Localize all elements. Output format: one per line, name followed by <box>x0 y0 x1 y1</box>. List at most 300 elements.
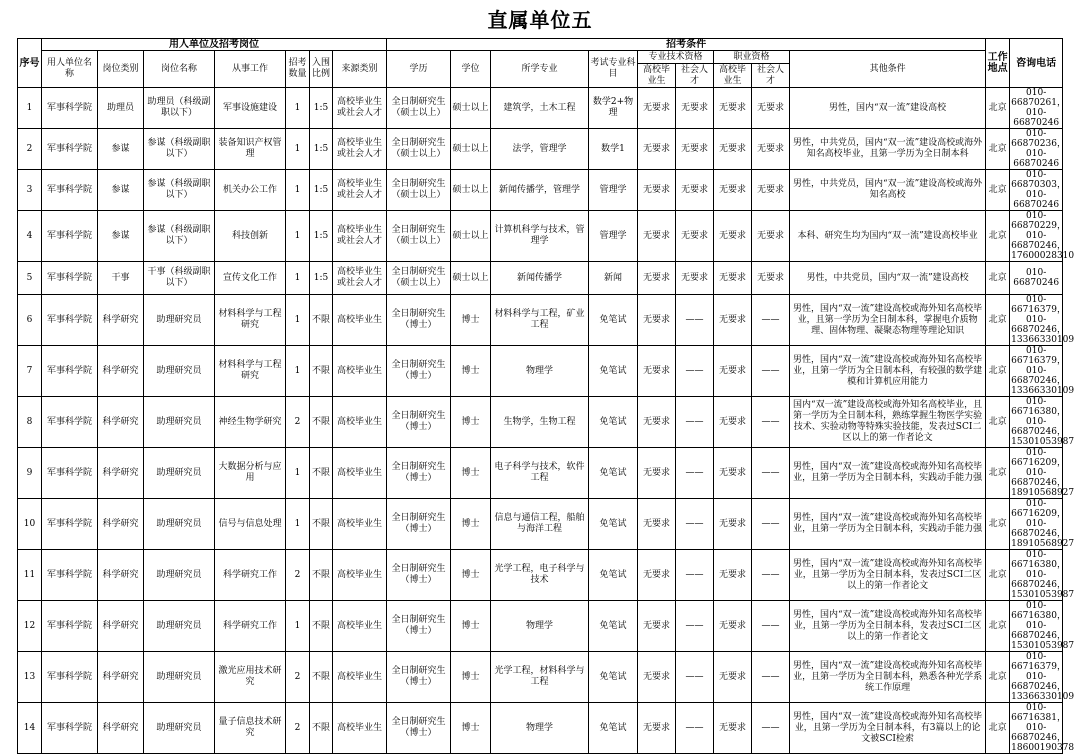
work-cell: 信号与信息处理 <box>215 499 286 550</box>
unit-cell: 军事科学院 <box>42 550 98 601</box>
phone-cell: 010-66716209，010-66870246，18910568927 <box>1011 448 1075 498</box>
post-name-cell: 助理研究员 <box>144 397 215 448</box>
exam-cell: 免笔试 <box>589 346 638 397</box>
unit-cell: 军事科学院 <box>42 448 98 499</box>
phone-cell: 010-66870236，010-66870246 <box>1011 129 1066 169</box>
post-name-cell: 助理研究员 <box>144 601 215 652</box>
vc-grad-cell: 无要求 <box>714 652 752 703</box>
education-cell: 全日制研究生（硕士以上） <box>387 170 451 211</box>
location-cell: 北京 <box>986 88 1010 129</box>
ratio-cell: 不限 <box>310 703 333 754</box>
degree-cell: 硕士以上 <box>451 88 491 129</box>
count-cell: 1 <box>286 129 310 170</box>
vc-grad-cell: 无要求 <box>714 170 752 211</box>
post-name-cell: 干事（科级副职以下） <box>144 262 215 295</box>
unit-cell: 军事科学院 <box>42 499 98 550</box>
vc-grad-cell: 无要求 <box>714 211 752 262</box>
post-type-cell: 科学研究 <box>98 550 144 601</box>
seq-cell: 12 <box>18 601 42 652</box>
phone-cell: 010-66716380，010-66870246，15301053987 <box>1011 601 1075 651</box>
source-cell: 高校毕业生 <box>333 550 387 601</box>
ratio-cell: 不限 <box>310 652 333 703</box>
ratio-cell: 不限 <box>310 550 333 601</box>
table-row <box>18 448 1063 499</box>
pt-grad-cell: 无要求 <box>638 88 676 129</box>
unit-cell: 军事科学院 <box>42 346 98 397</box>
major-cell: 物理学 <box>491 601 589 652</box>
seq-cell: 9 <box>18 448 42 499</box>
table-row <box>18 601 1063 652</box>
source-cell: 高校毕业生 <box>333 499 387 550</box>
education-cell: 全日制研究生（硕士以上） <box>387 88 451 129</box>
post-name-cell: 助理研究员 <box>144 499 215 550</box>
count-cell: 1 <box>286 170 310 211</box>
header-work: 从事工作 <box>215 51 286 88</box>
exam-cell: 免笔试 <box>589 601 638 652</box>
source-cell: 高校毕业生 <box>333 397 387 448</box>
post-name-cell: 助理研究员 <box>144 550 215 601</box>
degree-cell: 博士 <box>451 448 491 499</box>
vc-social-cell: —— <box>752 652 790 703</box>
vc-grad-cell: 无要求 <box>714 397 752 448</box>
vc-grad-cell: 无要求 <box>714 262 752 295</box>
post-type-cell: 科学研究 <box>98 448 144 499</box>
degree-cell: 硕士以上 <box>451 129 491 170</box>
ratio-cell: 1:5 <box>310 211 333 262</box>
education-cell: 全日制研究生（硕士以上） <box>387 211 451 262</box>
exam-cell: 免笔试 <box>589 448 638 499</box>
degree-cell: 博士 <box>451 550 491 601</box>
location-cell: 北京 <box>986 550 1010 601</box>
phone-cell: 010-66716209，010-66870246，18910568927 <box>1011 499 1075 549</box>
ratio-cell: 不限 <box>310 295 333 346</box>
post-type-cell: 助理员 <box>98 88 144 129</box>
exam-cell: 新闻 <box>589 262 638 295</box>
vc-social-cell: —— <box>752 295 790 346</box>
vc-grad-cell: 无要求 <box>714 550 752 601</box>
unit-cell: 军事科学院 <box>42 601 98 652</box>
location-cell: 北京 <box>986 129 1010 170</box>
exam-cell: 免笔试 <box>589 295 638 346</box>
exam-cell: 免笔试 <box>589 652 638 703</box>
table-row <box>18 129 1063 170</box>
phone-cell: 010-66716380，010-66870246，15301053987 <box>1011 550 1075 600</box>
phone-cell: 010-66716379，010-66870246，13366330109 <box>1011 295 1075 345</box>
location-cell: 北京 <box>986 262 1010 295</box>
exam-cell: 管理学 <box>589 211 638 262</box>
pt-grad-cell: 无要求 <box>638 397 676 448</box>
header-vc-social: 社会人才 <box>752 64 790 88</box>
pt-grad-cell: 无要求 <box>638 652 676 703</box>
count-cell: 1 <box>286 448 310 499</box>
work-cell: 激光应用技术研究 <box>215 652 286 703</box>
other-cell: 男性，国内“双一流”建设高校或海外知名高校毕业，且第一学历为全日制本科，有较强的数学建模和计算机应用能力 <box>790 346 986 397</box>
pt-social-cell: —— <box>676 448 714 499</box>
major-cell: 物理学 <box>491 703 589 754</box>
post-name-cell: 参谋（科级副职以下） <box>144 211 215 262</box>
exam-cell: 免笔试 <box>589 550 638 601</box>
pt-social-cell: —— <box>676 397 714 448</box>
post-name-cell: 助理员（科级副职以下） <box>144 88 215 129</box>
work-cell: 机关办公工作 <box>215 170 286 211</box>
vc-grad-cell: 无要求 <box>714 703 752 754</box>
phone-cell: 010-66870246 <box>1010 262 1063 295</box>
seq-cell: 3 <box>18 170 42 211</box>
count-cell: 1 <box>286 295 310 346</box>
table-row <box>18 703 1063 754</box>
vc-social-cell: —— <box>752 550 790 601</box>
exam-cell: 免笔试 <box>589 397 638 448</box>
table-row <box>18 499 1063 550</box>
education-cell: 全日制研究生（博士） <box>387 652 451 703</box>
table-row <box>18 346 1063 397</box>
post-type-cell: 科学研究 <box>98 295 144 346</box>
education-cell: 全日制研究生（博士） <box>387 703 451 754</box>
table-body <box>18 88 1075 754</box>
table-row <box>18 211 1063 262</box>
phone-cell: 010-66716379，010-66870246，13366330109 <box>1011 346 1075 396</box>
unit-cell: 军事科学院 <box>42 211 98 262</box>
major-cell: 电子科学与技术，软件工程 <box>491 448 589 499</box>
ratio-cell: 不限 <box>310 397 333 448</box>
education-cell: 全日制研究生（博士） <box>387 550 451 601</box>
count-cell: 2 <box>286 703 310 754</box>
vc-social-cell: 无要求 <box>752 88 790 129</box>
vc-social-cell: 无要求 <box>752 262 790 295</box>
pt-social-cell: 无要求 <box>676 170 714 211</box>
seq-cell: 13 <box>18 652 42 703</box>
major-cell: 光学工程，材料科学与工程 <box>491 652 589 703</box>
vc-grad-cell: 无要求 <box>714 499 752 550</box>
location-cell: 北京 <box>986 652 1010 703</box>
ratio-cell: 1:5 <box>310 262 333 295</box>
work-cell: 军事设施建设 <box>215 88 286 129</box>
major-cell: 法学，管理学 <box>491 129 589 170</box>
table-row <box>18 262 1063 295</box>
seq-cell: 14 <box>18 703 42 754</box>
source-cell: 高校毕业生或社会人才 <box>333 211 387 262</box>
ratio-cell: 不限 <box>310 346 333 397</box>
ratio-cell: 不限 <box>310 499 333 550</box>
degree-cell: 博士 <box>451 346 491 397</box>
pt-grad-cell: 无要求 <box>638 211 676 262</box>
education-cell: 全日制研究生（硕士以上） <box>387 262 451 295</box>
pt-grad-cell: 无要求 <box>638 499 676 550</box>
other-cell: 国内“双一流”建设高校或海外知名高校毕业，且第一学历为全日制本科，熟练掌握生物医学实验技术、实验动物等特殊实验技能，发表过SCI二区以上的第一作者论文 <box>790 397 986 448</box>
work-cell: 大数据分析与应用 <box>215 448 286 499</box>
phone-cell: 010-66870229，010-66870246，17600028310 <box>1011 211 1075 261</box>
location-cell: 北京 <box>986 170 1010 211</box>
education-cell: 全日制研究生（博士） <box>387 601 451 652</box>
major-cell: 新闻传播学，管理学 <box>491 170 589 211</box>
post-type-cell: 科学研究 <box>98 601 144 652</box>
other-cell: 男性，国内“双一流”建设高校或海外知名高校毕业，且第一学历为全日制本科，实践动手能力强 <box>790 448 986 499</box>
vc-social-cell: —— <box>752 397 790 448</box>
education-cell: 全日制研究生（博士） <box>387 499 451 550</box>
location-cell: 北京 <box>986 295 1010 346</box>
degree-cell: 硕士以上 <box>451 211 491 262</box>
phone-cell: 010-66716379，010-66870246，13366330109 <box>1011 652 1075 702</box>
post-name-cell: 助理研究员 <box>144 652 215 703</box>
other-cell: 男性，国内“双一流”建设高校或海外知名高校毕业，且第一学历为全日制本科，有3篇以上的论文被SCI检索 <box>790 703 986 754</box>
pt-grad-cell: 无要求 <box>638 550 676 601</box>
work-cell: 装备知识产权管理 <box>215 129 286 170</box>
pt-social-cell: 无要求 <box>676 88 714 129</box>
ratio-cell: 不限 <box>310 601 333 652</box>
header-prof-tech: 专业技术资格 <box>638 51 714 64</box>
vc-grad-cell: 无要求 <box>714 346 752 397</box>
post-name-cell: 助理研究员 <box>144 295 215 346</box>
vc-grad-cell: 无要求 <box>714 88 752 129</box>
other-cell: 男性，国内“双一流”建设高校或海外知名高校毕业，且第一学历为全日制本科，熟悉各种光学系统工作原理 <box>790 652 986 703</box>
work-cell: 材料科学与工程研究 <box>215 295 286 346</box>
vc-grad-cell: 无要求 <box>714 448 752 499</box>
education-cell: 全日制研究生（博士） <box>387 397 451 448</box>
other-cell: 男性，国内“双一流”建设高校或海外知名高校毕业，且第一学历为全日制本科，掌握电介质物理、固体物理、凝聚态物理等理论知识 <box>790 295 986 346</box>
pt-grad-cell: 无要求 <box>638 295 676 346</box>
major-cell: 建筑学，土木工程 <box>491 88 589 129</box>
vc-social-cell: —— <box>752 346 790 397</box>
header-phone: 咨询电话 <box>1010 39 1063 88</box>
education-cell: 全日制研究生（博士） <box>387 295 451 346</box>
pt-grad-cell: 无要求 <box>638 703 676 754</box>
work-cell: 科学研究工作 <box>215 601 286 652</box>
seq-cell: 8 <box>18 397 42 448</box>
seq-cell: 7 <box>18 346 42 397</box>
header-group-conditions: 招考条件 <box>387 39 986 51</box>
vc-social-cell: —— <box>752 448 790 499</box>
table-row <box>18 550 1063 601</box>
work-cell: 宣传文化工作 <box>215 262 286 295</box>
header-post-type: 岗位类别 <box>98 51 144 88</box>
major-cell: 计算机科学与技术，管理学 <box>491 211 589 262</box>
unit-cell: 军事科学院 <box>42 262 98 295</box>
major-cell: 新闻传播学 <box>491 262 589 295</box>
source-cell: 高校毕业生 <box>333 346 387 397</box>
unit-cell: 军事科学院 <box>42 170 98 211</box>
education-cell: 全日制研究生（硕士以上） <box>387 129 451 170</box>
header-vc-grad: 高校毕业生 <box>714 64 752 88</box>
major-cell: 生物学，生物工程 <box>491 397 589 448</box>
count-cell: 1 <box>286 601 310 652</box>
post-type-cell: 科学研究 <box>98 652 144 703</box>
location-cell: 北京 <box>986 499 1010 550</box>
degree-cell: 博士 <box>451 601 491 652</box>
exam-cell: 数学2+物理 <box>589 88 638 129</box>
source-cell: 高校毕业生 <box>333 448 387 499</box>
major-cell: 光学工程，电子科学与技术 <box>491 550 589 601</box>
source-cell: 高校毕业生或社会人才 <box>333 129 387 170</box>
major-cell: 信息与通信工程，船舶与海洋工程 <box>491 499 589 550</box>
seq-cell: 2 <box>18 129 42 170</box>
phone-cell: 010-66716381，010-66870246，18600190378 <box>1011 703 1075 753</box>
post-type-cell: 科学研究 <box>98 703 144 754</box>
degree-cell: 博士 <box>451 499 491 550</box>
pt-social-cell: —— <box>676 652 714 703</box>
phone-cell: 010-66870261，010-66870246 <box>1011 88 1066 128</box>
post-type-cell: 参谋 <box>98 211 144 262</box>
page-title: 直属单位五 <box>487 8 593 32</box>
exam-cell: 免笔试 <box>589 499 638 550</box>
education-cell: 全日制研究生（博士） <box>387 448 451 499</box>
other-cell: 男性，中共党员，国内“双一流”建设高校 <box>790 262 986 295</box>
exam-cell: 免笔试 <box>589 703 638 754</box>
header-count: 招考数量 <box>286 51 310 88</box>
degree-cell: 博士 <box>451 703 491 754</box>
other-cell: 本科、研究生均为国内“双一流”建设高校毕业 <box>790 211 986 262</box>
pt-social-cell: —— <box>676 499 714 550</box>
seq-cell: 4 <box>18 211 42 262</box>
header-seq: 序号 <box>18 39 42 88</box>
ratio-cell: 1:5 <box>310 170 333 211</box>
table-row <box>18 397 1063 448</box>
unit-cell: 军事科学院 <box>42 129 98 170</box>
header-major: 所学专业 <box>491 51 589 88</box>
header-vocational: 职业资格 <box>714 51 790 64</box>
degree-cell: 博士 <box>451 397 491 448</box>
post-type-cell: 干事 <box>98 262 144 295</box>
pt-grad-cell: 无要求 <box>638 448 676 499</box>
other-cell: 男性，国内“双一流”建设高校 <box>790 88 986 129</box>
work-cell: 量子信息技术研究 <box>215 703 286 754</box>
vc-social-cell: 无要求 <box>752 129 790 170</box>
unit-cell: 军事科学院 <box>42 652 98 703</box>
other-cell: 男性，中共党员，国内“双一流”建设高校或海外知名高校毕业，且第一学历为全日制本科 <box>790 129 986 170</box>
header-group-employer: 用人单位及招考岗位 <box>42 39 387 51</box>
header-unit: 用人单位名 称 <box>42 51 98 88</box>
pt-social-cell: —— <box>676 346 714 397</box>
header-ratio: 入围比例 <box>310 51 333 88</box>
table-row <box>18 88 1063 129</box>
vc-grad-cell: 无要求 <box>714 129 752 170</box>
location-cell: 北京 <box>986 448 1010 499</box>
vc-social-cell: —— <box>752 499 790 550</box>
pt-social-cell: —— <box>676 550 714 601</box>
header-education: 学历 <box>387 51 451 88</box>
post-name-cell: 助理研究员 <box>144 346 215 397</box>
ratio-cell: 1:5 <box>310 129 333 170</box>
post-name-cell: 助理研究员 <box>144 448 215 499</box>
vc-social-cell: 无要求 <box>752 170 790 211</box>
pt-grad-cell: 无要求 <box>638 346 676 397</box>
other-cell: 男性，中共党员，国内“双一流”建设高校或海外知名高校 <box>790 170 986 211</box>
work-cell: 科技创新 <box>215 211 286 262</box>
post-type-cell: 参谋 <box>98 170 144 211</box>
source-cell: 高校毕业生或社会人才 <box>333 88 387 129</box>
pt-social-cell: 无要求 <box>676 211 714 262</box>
vc-social-cell: 无要求 <box>752 211 790 262</box>
pt-social-cell: 无要求 <box>676 262 714 295</box>
exam-cell: 管理学 <box>589 170 638 211</box>
pt-social-cell: —— <box>676 601 714 652</box>
source-cell: 高校毕业生或社会人才 <box>333 262 387 295</box>
phone-cell: 010-66716380，010-66870246，15301053987 <box>1011 397 1075 447</box>
seq-cell: 11 <box>18 550 42 601</box>
table-row <box>18 295 1063 346</box>
post-type-cell: 参谋 <box>98 129 144 170</box>
post-type-cell: 科学研究 <box>98 346 144 397</box>
post-name-cell: 参谋（科级副职以下） <box>144 170 215 211</box>
table-row <box>18 652 1063 703</box>
unit-cell: 军事科学院 <box>42 295 98 346</box>
other-cell: 男性，国内“双一流”建设高校或海外知名高校毕业，且第一学历为全日制本科，发表过SCI二区以上的第一作者论文 <box>790 550 986 601</box>
ratio-cell: 不限 <box>310 448 333 499</box>
post-type-cell: 科学研究 <box>98 499 144 550</box>
header-pt-grad: 高校毕业生 <box>638 64 676 88</box>
header-source: 来源类别 <box>333 51 387 88</box>
seq-cell: 1 <box>18 88 42 129</box>
major-cell: 材料科学与工程，矿业工程 <box>491 295 589 346</box>
source-cell: 高校毕业生 <box>333 601 387 652</box>
unit-cell: 军事科学院 <box>42 397 98 448</box>
exam-cell: 数学1 <box>589 129 638 170</box>
pt-grad-cell: 无要求 <box>638 262 676 295</box>
seq-cell: 6 <box>18 295 42 346</box>
location-cell: 北京 <box>986 703 1010 754</box>
pt-grad-cell: 无要求 <box>638 129 676 170</box>
source-cell: 高校毕业生或社会人才 <box>333 170 387 211</box>
seq-cell: 10 <box>18 499 42 550</box>
count-cell: 1 <box>286 499 310 550</box>
post-type-cell: 科学研究 <box>98 397 144 448</box>
header-pt-social: 社会人才 <box>676 64 714 88</box>
pt-social-cell: —— <box>676 703 714 754</box>
pt-social-cell: —— <box>676 295 714 346</box>
other-cell: 男性，国内“双一流”建设高校或海外知名高校毕业，且第一学历为全日制本科，发表过SCI二区以上的第一作者论文 <box>790 601 986 652</box>
count-cell: 1 <box>286 211 310 262</box>
major-cell: 物理学 <box>491 346 589 397</box>
degree-cell: 硕士以上 <box>451 170 491 211</box>
unit-cell: 军事科学院 <box>42 88 98 129</box>
count-cell: 2 <box>286 652 310 703</box>
ratio-cell: 1:5 <box>310 88 333 129</box>
vc-grad-cell: 无要求 <box>714 601 752 652</box>
vc-social-cell: —— <box>752 601 790 652</box>
header-location: 工作地点 <box>986 39 1010 88</box>
education-cell: 全日制研究生（博士） <box>387 346 451 397</box>
header-post-name: 岗位名称 <box>144 51 215 88</box>
count-cell: 2 <box>286 397 310 448</box>
source-cell: 高校毕业生 <box>333 703 387 754</box>
phone-cell: 010-66870303，010-66870246 <box>1011 170 1066 210</box>
work-cell: 神经生物学研究 <box>215 397 286 448</box>
pt-social-cell: 无要求 <box>676 129 714 170</box>
vc-grad-cell: 无要求 <box>714 295 752 346</box>
table-row <box>18 170 1063 211</box>
count-cell: 2 <box>286 550 310 601</box>
source-cell: 高校毕业生 <box>333 652 387 703</box>
work-cell: 材料科学与工程研究 <box>215 346 286 397</box>
count-cell: 1 <box>286 346 310 397</box>
degree-cell: 博士 <box>451 295 491 346</box>
degree-cell: 博士 <box>451 652 491 703</box>
post-name-cell: 助理研究员 <box>144 703 215 754</box>
work-cell: 科学研究工作 <box>215 550 286 601</box>
degree-cell: 硕士以上 <box>451 262 491 295</box>
unit-cell: 军事科学院 <box>42 703 98 754</box>
seq-cell: 5 <box>18 262 42 295</box>
recruitment-table <box>17 38 1075 754</box>
location-cell: 北京 <box>986 346 1010 397</box>
count-cell: 1 <box>286 88 310 129</box>
pt-grad-cell: 无要求 <box>638 601 676 652</box>
pt-grad-cell: 无要求 <box>638 170 676 211</box>
location-cell: 北京 <box>986 601 1010 652</box>
header-other: 其他条件 <box>790 51 986 88</box>
count-cell: 1 <box>286 262 310 295</box>
header-exam: 考试专业科 目 <box>589 51 638 88</box>
source-cell: 高校毕业生 <box>333 295 387 346</box>
